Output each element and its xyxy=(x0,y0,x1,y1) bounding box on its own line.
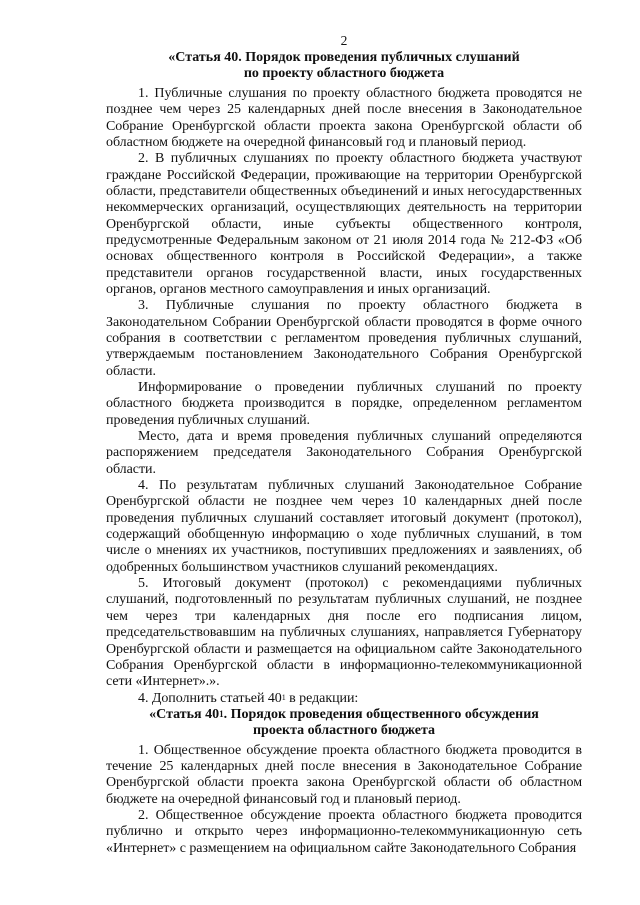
amendment-superscript: 1 xyxy=(281,692,286,702)
article-40-paragraph-4: Информирование о проведении публичных слушаний по проекту областного бюджета производится в порядке, определенном регламентом проведения публичных слушаний. xyxy=(106,380,582,428)
article-40-1-paragraph-2: 2. Общественное обсуждение проекта областного бюджета проводится публично и открыто через информационно-телекоммуникационную сеть «Интернет» с размещением на официальном сайте Законодательного Собрания xyxy=(106,808,582,856)
article-40-heading-line2: по проекту областного бюджета xyxy=(243,66,445,82)
article-40-paragraph-1: 1. Публичные слушания по проекту областного бюджета проводятся не позднее чем через 25 календарных дней после внесения в Законодательное Собрание Оренбургской области проекта закона Оренбургской области об областном бюджете на очередной финансовый год и плановый период. xyxy=(106,85,582,150)
article-40-paragraph-5: Место, дата и время проведения публичных слушаний определяются распоряжением председателя Законодательного Собрания Оренбургской области. xyxy=(106,429,582,477)
amendment-text-before: 4. Дополнить статьей 40 xyxy=(138,690,282,706)
article-40-1-paragraph-1: 1. Общественное обсуждение проекта областного бюджета проводится в течение 25 календарных дней после внесения в Законодательное Собрание Оренбургской области проекта закона Оренбургской области об областном бюджете на очередной финансовый год и плановый период. xyxy=(106,742,582,807)
article-40-paragraph-7: 5. Итоговый документ (протокол) с рекомендациями публичных слушаний, подготовленный по результатам публичных слушаний, не позднее чем через три календарных дня после его подписания лицом, председательствовавшим на публичных слушаниях, направляется Губернатору Оренбургской области и размещается на официальном сайте Законодательного Собрания Оренбургской области в информационно-телекоммуникационной сети «Интернет».». xyxy=(106,576,582,690)
article-40-paragraph-6: 4. По результатам публичных слушаний Законодательное Собрание Оренбургской области не позднее чем через 10 календарных дней после проведения публичных слушаний составляет итоговый документ (протокол), содержащий обобщенную информацию о ходе публичных слушаний, в том числе о мнениях их участников, поступивших предложениях и заявлениях, об одобренных большинством участников слушаний рекомендациях. xyxy=(106,478,582,575)
article-40-1-heading-line2: проекта областного бюджета xyxy=(252,723,436,739)
article-40-heading-line1: «Статья 40. Порядок проведения публичных слушаний xyxy=(168,50,520,65)
article-40-1-heading-line1 xyxy=(106,707,582,723)
amendment-text-after: в редакции: xyxy=(285,690,359,706)
article-40-paragraph-2: 2. В публичных слушаниях по проекту областного бюджета участвуют граждане Российской Федерации, проживающие на территории Оренбургской области, представители общественных объединений и иных негосударственных некоммерческих организаций, осуществляющих деятельность на территории Оренбургской области, иные субъекты общественного контроля, предусмотренные Федеральным законом от 21 июля 2014 года № 212-ФЗ «Об основах общественного контроля в Российской Федерации», а также представители органов государственной власти, иных государственных органов, органов местного самоуправления и иных организаций. xyxy=(106,151,582,297)
page-number: 2 xyxy=(340,33,348,48)
article-40-1-heading-superscript: 1 xyxy=(219,708,224,719)
article-40-1-heading-after: . Порядок проведения общественного обсуждения xyxy=(223,706,539,722)
article-40-paragraph-3: 3. Публичные слушания по проекту областного бюджета в Законодательном Собрании Оренбургской области проводятся в форме очного собрания в соответствии с регламентом проведения публичных слушаний, утверждаемым постановлением Законодательного Собрания Оренбургской области. xyxy=(106,298,582,379)
article-40-1-heading-before: «Статья 40 xyxy=(149,706,220,722)
amendment-line xyxy=(106,691,582,707)
